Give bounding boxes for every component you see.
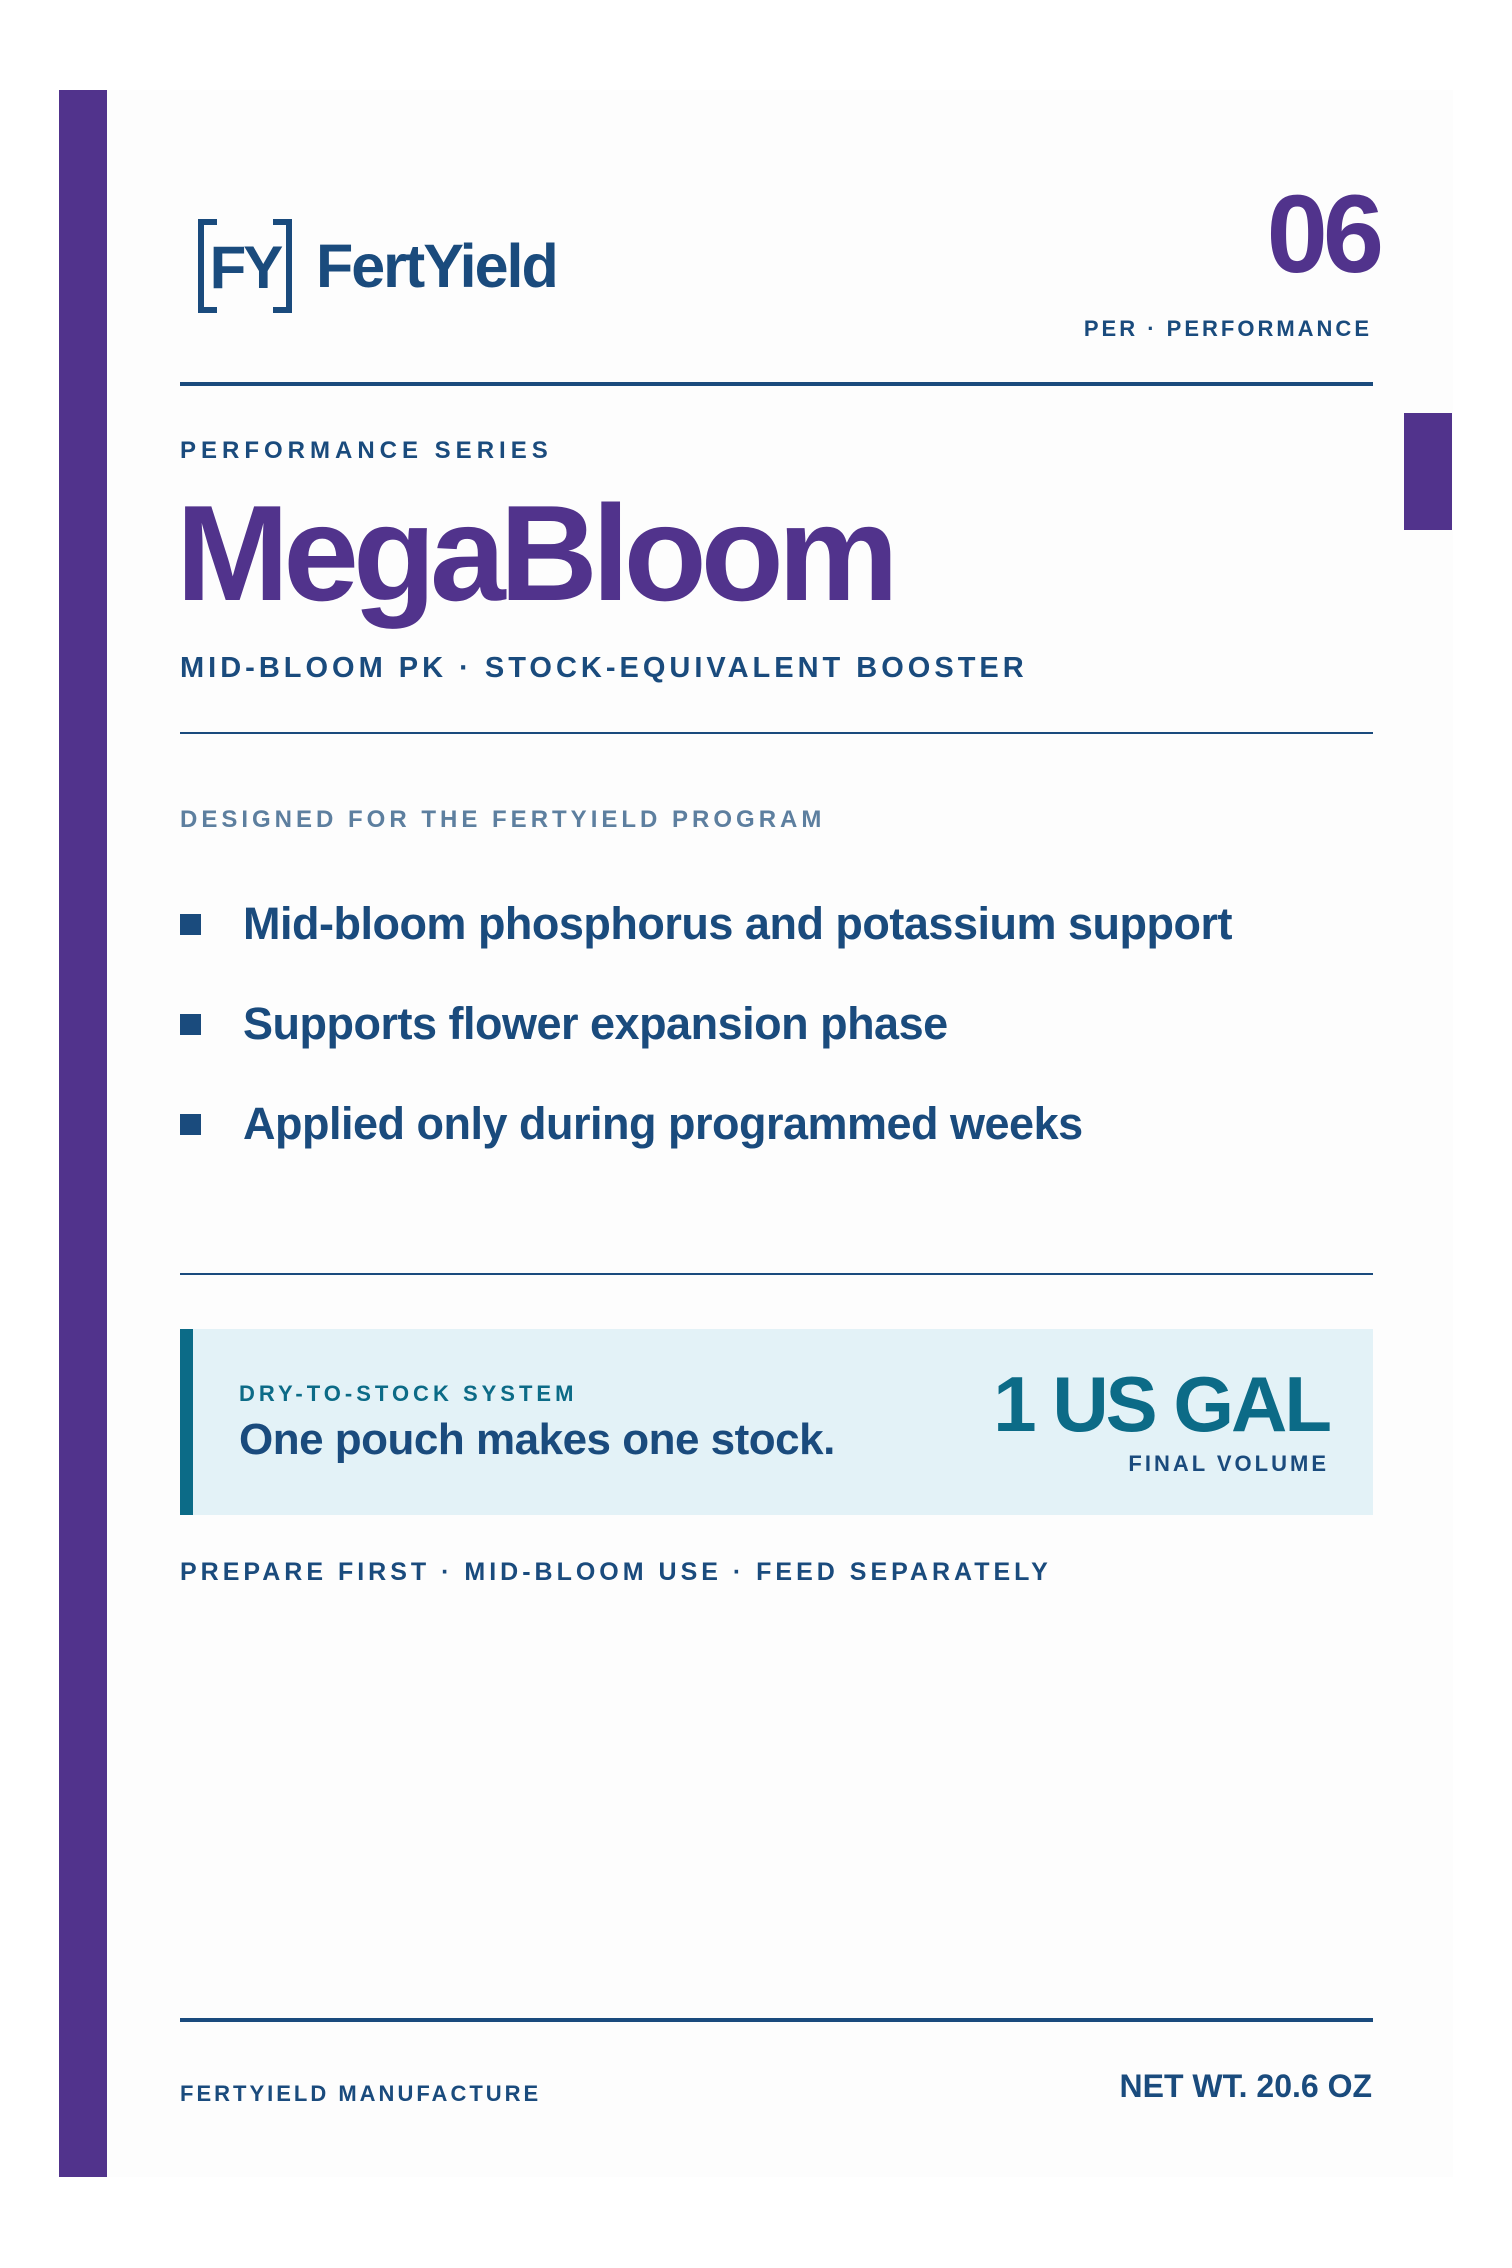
stock-volume: 1 US GAL bbox=[993, 1360, 1329, 1448]
product-subtitle: MID-BLOOM PK · STOCK-EQUIVALENT BOOSTER bbox=[180, 652, 1028, 684]
stock-kicker: DRY-TO-STOCK SYSTEM bbox=[239, 1381, 578, 1406]
stock-box-accent bbox=[180, 1329, 193, 1515]
divider bbox=[180, 382, 1373, 386]
divider bbox=[180, 2018, 1373, 2022]
feature-text: Supports flower expansion phase bbox=[243, 998, 948, 1049]
list-item bbox=[180, 1074, 1232, 1174]
fy-logo-icon bbox=[195, 218, 295, 314]
features-heading: DESIGNED FOR THE FERTYIELD PROGRAM bbox=[180, 806, 826, 833]
square-bullet-icon bbox=[180, 914, 201, 935]
square-bullet-icon bbox=[180, 1114, 201, 1135]
usage-instructions: PREPARE FIRST · MID-BLOOM USE · FEED SEPARATELY bbox=[180, 1558, 1052, 1586]
manufacturer-label: FERTYIELD MANUFACTURE bbox=[180, 2081, 542, 2106]
brand-name: FertYield bbox=[316, 231, 557, 300]
brand-logo bbox=[195, 218, 557, 314]
product-number: 06 bbox=[1266, 173, 1379, 296]
feature-text: Mid-bloom phosphorus and potassium support bbox=[243, 898, 1232, 949]
feature-list bbox=[180, 874, 1232, 1174]
list-item bbox=[180, 974, 1232, 1074]
divider bbox=[180, 732, 1373, 734]
left-accent-bar bbox=[59, 90, 107, 2177]
stock-headline: One pouch makes one stock. bbox=[239, 1415, 835, 1464]
list-item bbox=[180, 874, 1232, 974]
edge-tab bbox=[1404, 413, 1452, 530]
series-label: PERFORMANCE SERIES bbox=[180, 437, 553, 464]
stock-info-box bbox=[180, 1329, 1373, 1515]
stock-volume-label: FINAL VOLUME bbox=[1128, 1451, 1329, 1476]
product-name: MegaBloom bbox=[176, 477, 893, 629]
product-tagline: PER · PERFORMANCE bbox=[1083, 316, 1372, 341]
net-weight: NET WT. 20.6 OZ bbox=[1119, 2068, 1372, 2104]
divider bbox=[180, 1273, 1373, 1275]
logo-mark: FY bbox=[209, 234, 281, 301]
feature-text: Applied only during programmed weeks bbox=[243, 1098, 1083, 1149]
square-bullet-icon bbox=[180, 1014, 201, 1035]
